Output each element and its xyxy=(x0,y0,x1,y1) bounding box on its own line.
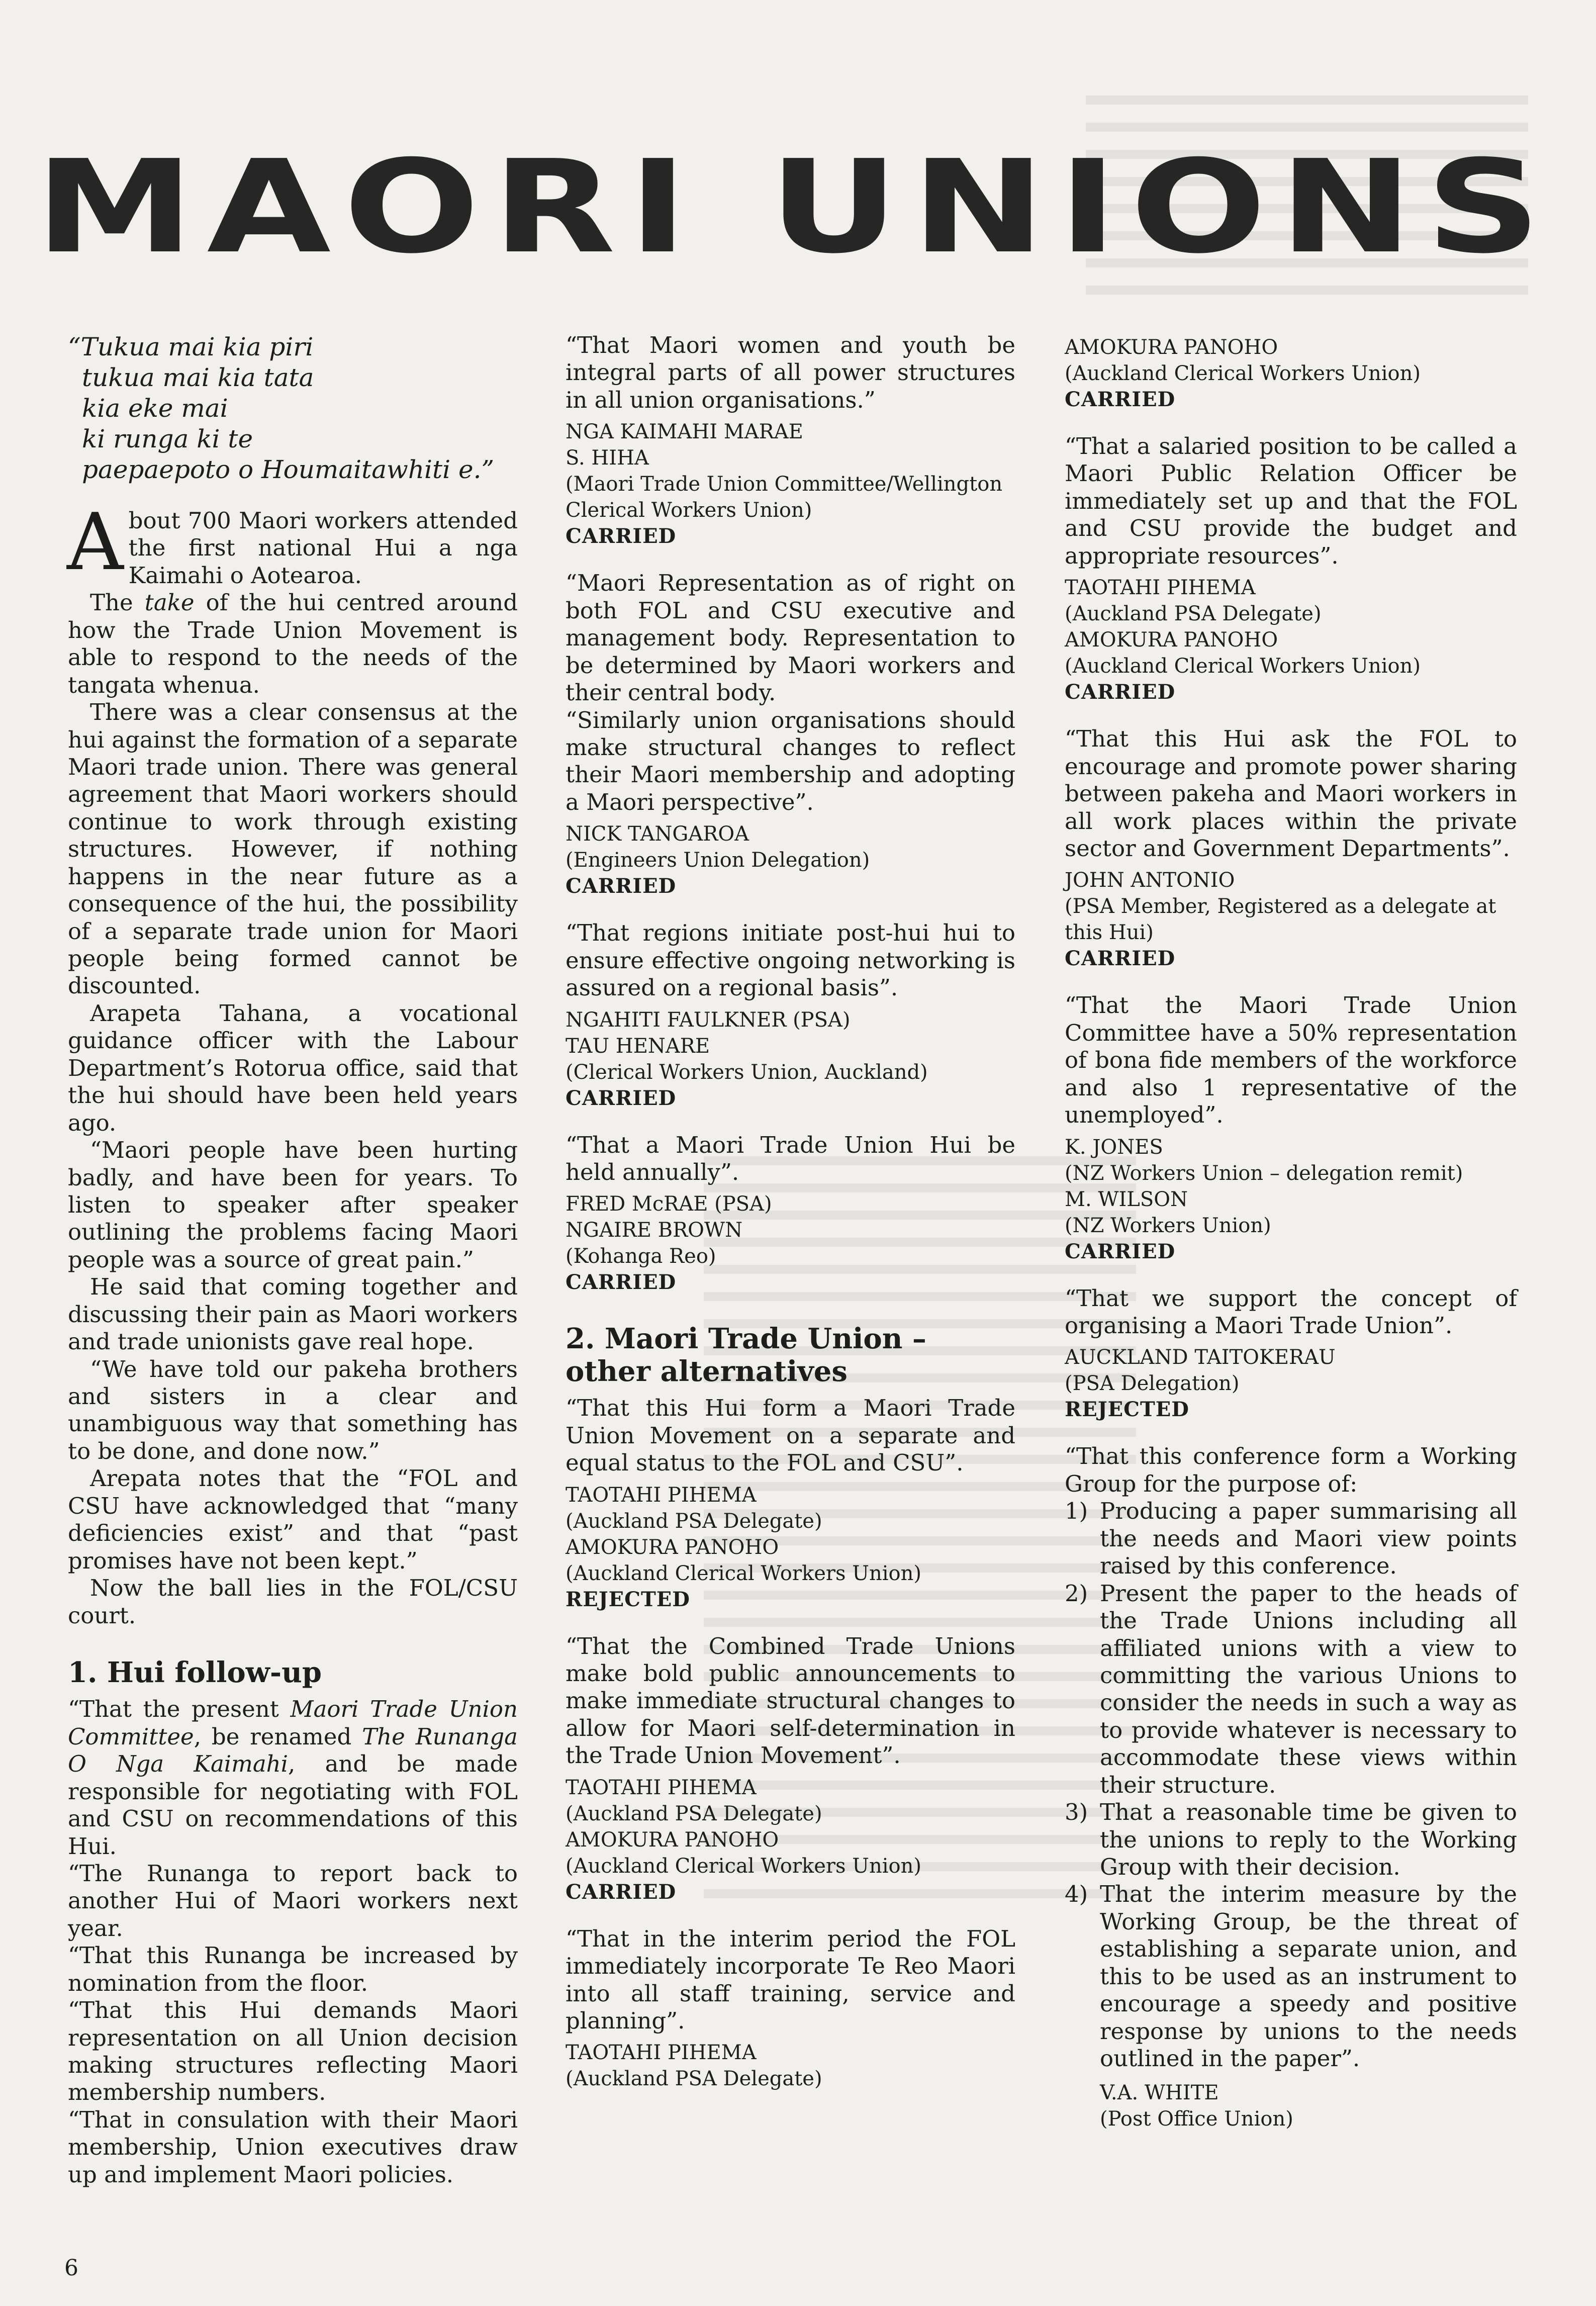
speaker-org: (Auckland PSA Delegate) xyxy=(566,1802,822,1825)
resolution-text: “That regions initiate post-hui hui to ensure effective ongoing networking is assured on a regional basis”. xyxy=(566,919,1015,1001)
speaker-name: NICK TANGAROA xyxy=(566,822,749,846)
speaker-name: TAOTAHI PIHEMA xyxy=(566,2041,757,2065)
speaker-name: V.A. WHITE xyxy=(1100,2081,1219,2104)
speaker-name: AMOKURA PANOHO xyxy=(566,1828,779,1852)
resolution-text: “That this conference form a Working Group for the purpose of: xyxy=(1065,1443,1517,1497)
resolution xyxy=(566,1633,1015,1905)
speaker-name: AMOKURA PANOHO xyxy=(1065,336,1278,359)
speaker-org: (Auckland PSA Delegate) xyxy=(566,2067,822,2091)
resolution-paragraph: “That this Hui demands Maori representation on all Union decision making structures reflecting Maori membership numbers. xyxy=(68,1997,518,2106)
outcome-label: CARRIED xyxy=(1065,680,1176,704)
speaker-org: (Auckland Clerical Workers Union) xyxy=(566,1561,921,1585)
outcome-label: CARRIED xyxy=(566,1270,677,1295)
outcome-label: CARRIED xyxy=(566,874,677,898)
body-paragraph: Now the ball lies in the FOL/CSU court. xyxy=(68,1575,518,1629)
lead-paragraph: About 700 Maori workers attended the first national Hui a nga Kaimahi o Aotearoa. xyxy=(67,496,518,589)
resolution-paragraph: “That in consulation with their Maori membership, Union executives draw up and implement Maori policies. xyxy=(68,2106,518,2188)
outcome-label: REJECTED xyxy=(1065,1398,1189,1422)
outcome-label: CARRIED xyxy=(566,1086,677,1110)
resolution-text: “Maori Representation as of right on both FOL and CSU executive and management body. Representation to be determined by Maori workers and their central body. xyxy=(566,570,1015,706)
speaker-org: (Post Office Union) xyxy=(1100,2107,1293,2131)
speaker-name: TAOTAHI PIHEMA xyxy=(566,1483,757,1507)
resolution xyxy=(1065,992,1517,1264)
speaker-org: (NZ Workers Union – delegation remit) xyxy=(1065,1161,1463,1185)
speaker-org: (Auckland Clerical Workers Union) xyxy=(566,1854,921,1878)
column-right xyxy=(1065,334,1517,2132)
poem-line: tukua mai kia tata xyxy=(82,363,314,392)
speaker-name: M. WILSON xyxy=(1065,1187,1188,1211)
speaker-org: (Auckland Clerical Workers Union) xyxy=(1065,362,1421,385)
resolution xyxy=(566,1395,1015,1612)
resolution xyxy=(566,1132,1015,1296)
resolution-text: “That a salaried position to be called a Maori Public Relation Officer be immediately set up and that the FOL and CSU provide the budget and appropriate resources”. xyxy=(1065,433,1517,569)
resolution xyxy=(1065,725,1517,972)
quote-paragraph: “Maori people have been hurting badly, and have been for years. To listen to speaker after speaker outlining the problems facing Maori people was a source of great pain.” xyxy=(68,1137,518,1273)
poem-line: ki runga ki te xyxy=(82,424,253,453)
speaker-name: TAOTAHI PIHEMA xyxy=(566,1776,757,1799)
speaker-org: (Auckland Clerical Workers Union) xyxy=(1065,655,1421,678)
body-paragraph: There was a clear consensus at the hui against the formation of a separate Maori trade union. There was general agreement that Maori workers should continue to work through existing structures. However, if nothing happens in the near future as a consequence of the hui, the possibility of a separate trade union for Maori people being formed cannot be discounted. xyxy=(68,699,518,999)
opening-poem xyxy=(68,332,518,485)
numbered-list xyxy=(1065,1498,1517,2072)
resolution-paragraph: “That the present Maori Trade Union Committee, be renamed The Runanga O Nga Kaimahi, and be made responsible for negotiating with FOL and CSU on recommendations of this Hui. xyxy=(68,1696,518,1860)
section-heading-hui-follow-up: 1. Hui follow-up xyxy=(68,1655,322,1689)
speaker-name: NGAIRE BROWN xyxy=(566,1219,743,1242)
continued-attribution xyxy=(1065,334,1517,413)
speaker-name: S. HIHA xyxy=(566,446,649,470)
body-paragraph: He said that coming together and discussing their pain as Maori workers and trade unionists gave real hope. xyxy=(68,1273,518,1355)
resolution-text: “That Maori women and youth be integral parts of all power structures in all union organisations.” xyxy=(566,332,1015,413)
speaker-name: AMOKURA PANOHO xyxy=(566,1535,779,1559)
speaker-org: (Kohanga Reo) xyxy=(566,1245,716,1268)
column-middle xyxy=(566,332,1015,2092)
working-group-resolution xyxy=(1065,1443,1517,2132)
speaker-name: AMOKURA PANOHO xyxy=(1065,628,1278,652)
drop-cap: A xyxy=(67,496,124,588)
list-item: 4) That the interim measure by the Working Group, be the threat of establishing a separate union, and this to be used as an instrument to encourage a speedy and positive response by unions to the needs outlined in the paper”. xyxy=(1065,1881,1517,2072)
outcome-label: CARRIED xyxy=(566,1880,677,1904)
speaker-name: TAOTAHI PIHEMA xyxy=(1065,576,1256,600)
list-item: 3) That a reasonable time be given to the unions to reply to the Working Group with their decision. xyxy=(1065,1799,1517,1880)
resolution xyxy=(566,919,1015,1111)
resolution-paragraph: “That this Runanga be increased by nomination from the floor. xyxy=(68,1942,518,1996)
poem-line: paepaepoto o Houmaitawhiti e.” xyxy=(82,455,495,484)
resolution xyxy=(1065,1285,1517,1423)
resolution-text: “That a Maori Trade Union Hui be held annually”. xyxy=(566,1131,1015,1185)
speaker-org: (Auckland PSA Delegate) xyxy=(1065,602,1322,626)
speaker-org: (PSA Delegation) xyxy=(1065,1372,1240,1396)
speaker-name: JOHN ANTONIO xyxy=(1065,869,1235,892)
outcome-label: CARRIED xyxy=(1065,947,1176,971)
resolution-paragraph: “The Runanga to report back to another Hui of Maori workers next year. xyxy=(68,1860,518,1942)
page-title: MAORI UNIONS xyxy=(35,133,1554,282)
speaker-org: (Clerical Workers Union, Auckland) xyxy=(566,1060,928,1084)
body-paragraph: Arapeta Tahana, a vocational guidance officer with the Labour Department’s Rotorua office, said that the hui should have been held years ago. xyxy=(68,999,518,1136)
poem-line: “Tukua mai kia piri xyxy=(68,332,314,361)
resolution xyxy=(566,332,1015,549)
speaker-name: TAU HENARE xyxy=(566,1034,710,1058)
speaker-org: (NZ Workers Union) xyxy=(1065,1214,1271,1237)
resolution-text: “That we support the concept of organising a Maori Trade Union”. xyxy=(1065,1284,1517,1339)
body-paragraph: The take of the hui centred around how the Trade Union Movement is able to respond to the needs of the tangata whenua. xyxy=(68,589,518,698)
resolution xyxy=(566,1925,1015,2092)
outcome-label: CARRIED xyxy=(1065,388,1176,411)
poem-line: kia eke mai xyxy=(82,394,228,423)
speaker-name: NGAHITI FAULKNER (PSA) xyxy=(566,1008,851,1032)
resolution-text: “That this Hui form a Maori Trade Union Movement on a separate and equal status to the FOL and CSU”. xyxy=(566,1395,1015,1477)
resolution-text: “That in the interim period the FOL immediately incorporate Te Reo Maori into all staff training, service and planning”. xyxy=(566,1925,1015,2035)
resolution-text: “That this Hui ask the FOL to encourage and promote power sharing between pakeha and Maori workers in all work places within the private sector and Government Departments”. xyxy=(1065,725,1517,862)
speaker-org: (Engineers Union Delegation) xyxy=(566,849,870,872)
resolution-text: “That the Combined Trade Unions make bold public announcements to make immediate structural changes to allow for Maori self-determination in the Trade Union Movement”. xyxy=(566,1632,1015,1769)
page-number: 6 xyxy=(64,2255,78,2281)
outcome-label: CARRIED xyxy=(1065,1239,1176,1263)
column-left xyxy=(68,332,518,2188)
outcome-label: REJECTED xyxy=(566,1587,690,1611)
speaker-org: (Auckland PSA Delegate) xyxy=(566,1509,822,1533)
body-paragraph: Arepata notes that the “FOL and CSU have acknowledged that “many deficiencies exist” and that “past promises have not been kept.” xyxy=(68,1465,518,1574)
speaker-org: (Maori Trade Union Committee/Wellington Clerical Workers Union) xyxy=(566,473,1003,522)
resolution-text: “Similarly union organisations should make structural changes to reflect their Maori membership and adopting a Maori perspective”. xyxy=(566,706,1015,815)
list-item: 2) Present the paper to the heads of the Trade Unions including all affiliated unions with a view to committing the various Unions to consider the needs in such a way as to provide whatever is necessary to accommodate these views within their structure. xyxy=(1065,1580,1517,1798)
speaker-name: FRED McRAE (PSA) xyxy=(566,1192,772,1216)
resolution-text: “That the Maori Trade Union Committee have a 50% representation of bona fide members of the workforce and also 1 representative of the unemployed”. xyxy=(1065,992,1517,1129)
quote-paragraph: “We have told our pakeha brothers and sisters in a clear and unambiguous way that something has to be done, and done now.” xyxy=(68,1355,518,1464)
resolution xyxy=(566,570,1015,899)
section-heading-alternatives: 2. Maori Trade Union – other alternatives xyxy=(566,1322,926,1388)
speaker-org: (PSA Member, Registered as a delegate at this Hui) xyxy=(1065,895,1496,945)
speaker-name: K. JONES xyxy=(1065,1135,1163,1159)
working-group-attribution xyxy=(1065,2080,1517,2132)
list-item: 1) Producing a paper summarising all the needs and Maori view points raised by this conference. xyxy=(1065,1498,1517,1580)
outcome-label: CARRIED xyxy=(566,524,677,548)
speaker-name: NGA KAIMAHI MARAE xyxy=(566,420,803,444)
resolution xyxy=(1065,433,1517,705)
speaker-name: AUCKLAND TAITOKERAU xyxy=(1065,1346,1336,1369)
